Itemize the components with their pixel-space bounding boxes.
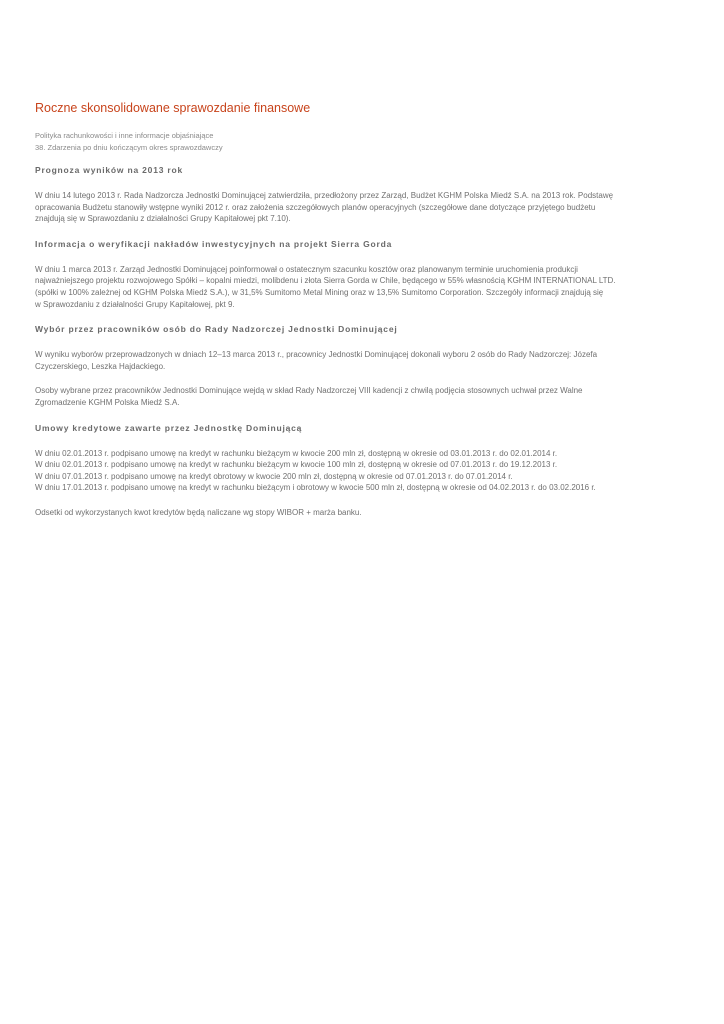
text-line: Odsetki od wykorzystanych kwot kredytów będą naliczane wg stopy WIBOR + marża banku. xyxy=(35,507,362,517)
section-heading: Informacja o weryfikacji nakładów inwestycyjnych na projekt Sierra Gorda xyxy=(35,238,393,249)
text-line: w Sprawozdaniu z działalności Grupy Kapitałowej, pkt 9. xyxy=(35,299,235,309)
paragraph xyxy=(35,385,665,408)
section-forecast xyxy=(35,164,665,225)
text-line: W wyniku wyborów przeprowadzonych w dniach 12–13 marca 2013 r., pracownicy Jednostki Dominującej dokonali wyboru 2 osób do Rady Nadzorczej: Józefa xyxy=(35,350,598,360)
text-line: W dniu 02.01.2013 r. podpisano umowę na kredyt w rachunku bieżącym w kwocie 200 mln zł, dostępną w okresie od 03.01.2013 r. do 02.01.2014 r. xyxy=(35,448,558,458)
section-heading: Wybór przez pracowników osób do Rady Nadzorczej Jednostki Dominującej xyxy=(35,324,398,335)
text-line: znajdują się w Sprawozdaniu z działalności Grupy Kapitałowej pkt 7.10). xyxy=(35,214,291,224)
section-supervisory-board xyxy=(35,323,665,408)
section-credit-agreements xyxy=(35,422,665,519)
paragraph xyxy=(35,448,665,494)
paragraph xyxy=(35,507,665,519)
document-title: Roczne skonsolidowane sprawozdanie finansowe xyxy=(35,101,311,115)
text-line: W dniu 02.01.2013 r. podpisano umowę na kredyt w rachunku bieżącym w kwocie 100 mln zł, dostępną w okresie od 07.01.2013 r. do 19.12.2013 r. xyxy=(35,460,558,470)
breadcrumb-chapter: Polityka rachunkowości i inne informacje objaśniające xyxy=(35,131,214,140)
text-line: W dniu 14 lutego 2013 r. Rada Nadzorcza Jednostki Dominującej zatwierdziła, przedłożony przez Zarząd, Budżet KGHM Polska Miedź S.A. na 2013 rok. Podstawę xyxy=(35,191,614,200)
section-heading: Umowy kredytowe zawarte przez Jednostkę Dominującą xyxy=(35,422,303,433)
text-line: opracowania Budżetu stanowiły wstępne wyniki 2012 r. oraz założenia szczegółowych planów operacyjnych (szczegółowe dane dotyczące przyjętego budżetu xyxy=(35,202,596,212)
text-line: Osoby wybrane przez pracowników Jednostki Dominujące wejdą w skład Rady Nadzorczej VIII kadencji z chwilą podjęcia stosownych uchwał przez Walne xyxy=(35,386,583,396)
paragraph xyxy=(35,349,665,372)
section-sierra-gorda xyxy=(35,238,665,310)
breadcrumb xyxy=(35,130,223,154)
paragraph xyxy=(35,264,665,310)
document-content xyxy=(35,164,665,532)
text-line: Zgromadzenie KGHM Polska Miedź S.A. xyxy=(35,397,180,407)
text-line: najważniejszego projektu rozwojowego Spółki – kopalni miedzi, molibdenu i złota Sierra Gorda w Chile, będącego w 55% własnością KGHM INTERNATIONAL LTD. xyxy=(35,276,616,286)
paragraph xyxy=(35,190,665,225)
breadcrumb-note: 38. Zdarzenia po dniu kończącym okres sprawozdawczy xyxy=(35,143,223,152)
text-line: W dniu 17.01.2013 r. podpisano umowę na kredyt w rachunku bieżącym i obrotowy w kwocie 500 mln zł, dostępną w okresie od 04.02.2013 r. do 03.02.2016 r. xyxy=(35,483,596,493)
text-line: (spółki w 100% zależnej od KGHM Polska Miedź S.A.), w 31,5% Sumitomo Metal Mining oraz w 13,5% Sumitomo Corporation. Szczegóły informacji znajdują się xyxy=(35,287,604,297)
text-line: W dniu 07.01.2013 r. podpisano umowę na kredyt obrotowy w kwocie 200 mln zł, dostępną w okresie od 07.01.2013 r. do 07.01.2014 r. xyxy=(35,471,513,481)
section-heading: Prognoza wyników na 2013 rok xyxy=(35,165,184,175)
text-line: Czyczerskiego, Leszka Hajdackiego. xyxy=(35,361,166,371)
text-line: W dniu 1 marca 2013 r. Zarząd Jednostki Dominującej poinformował o ostatecznym szacunku kosztów oraz planowanym terminie uruchomienia produkcji xyxy=(35,264,578,274)
